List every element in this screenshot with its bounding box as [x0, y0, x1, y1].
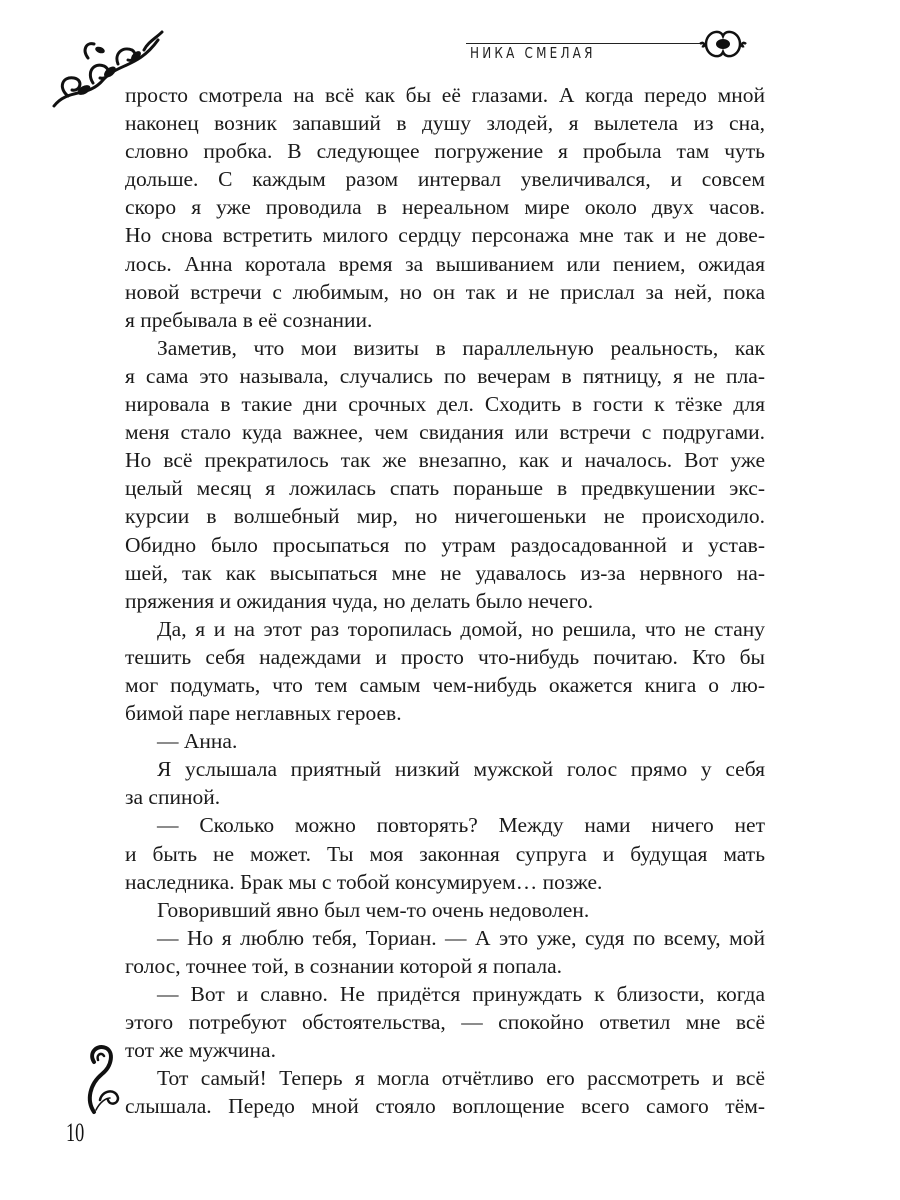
text-line: новой встречи с любимым, но он так и не прислал за ней, пока [125, 279, 765, 304]
text-line: бимой паре неглавных героев. [125, 701, 402, 726]
text-line: меня стало куда важнее, чем свидания или встречи с подругами. [125, 420, 765, 445]
text-line: Но снова встретить милого сердцу персонажа мне так и не дове- [125, 223, 765, 248]
text-line: мог подумать, что тем самым чем-нибудь окажется книга о лю- [125, 672, 765, 697]
text-line: тешить себя надеждами и просто что-нибудь почитаю. Кто бы [125, 644, 765, 669]
text-line: за спиной. [125, 785, 221, 810]
side-swirl-ornament [80, 1042, 122, 1120]
text-line: я пребывала в её сознании. [125, 307, 373, 332]
text-line: и быть не может. Ты моя законная супруга и будущая мать [125, 841, 765, 866]
header-end-ornament [698, 26, 748, 62]
text-line: наследника. Брак мы с тобой консумируем… позже. [125, 869, 603, 894]
text-line: — Но я люблю тебя, Ториан. — А это уже, судя по всему, мой [157, 925, 765, 950]
text-line: пряжения и ожидания чуда, но делать было нечего. [125, 588, 594, 613]
text-line: Обидно было просыпаться по утрам раздосадованной и устав- [125, 532, 765, 557]
text-line: голос, точнее той, в сознании которой я попала. [125, 953, 562, 978]
text-line: дольше. С каждым разом интервал увеличивался, и совсем [125, 167, 765, 192]
text-line: этого потребуют обстоятельства, — спокойно ответил мне всё [125, 1010, 765, 1035]
text-line: я сама это называла, случались по вечерам в пятницу, я не пла- [125, 363, 765, 388]
text-line: Но всё прекратилось так же внезапно, как и началось. Вот уже [125, 448, 765, 473]
text-line: — Вот и славно. Не придётся принуждать к близости, когда [157, 982, 765, 1006]
text-line: Тот самый! Теперь я могла отчётливо его рассмотреть и всё [157, 1066, 765, 1091]
text-line: шей, так как высыпаться мне не удавалось из-за нервного на- [125, 560, 765, 585]
text-line: Заметив, что мои визиты в параллельную реальность, как [157, 335, 765, 360]
text-line: тот же мужчина. [125, 1038, 276, 1063]
text-line: Да, я и на этот раз торопилась домой, но решила, что не стану [157, 616, 765, 641]
text-line: скоро я уже проводила в нереальном мире около двух часов. [125, 195, 765, 220]
page-number: 10 [66, 1118, 85, 1147]
text-line: лось. Анна коротала время за вышиванием или пением, ожидая [125, 251, 765, 276]
body-text [125, 81, 765, 1120]
running-title: НИКА СМЕЛАЯ [470, 44, 596, 62]
text-line: Говоривший явно был чем-то очень недоволен. [157, 897, 590, 922]
text-line: — Анна. [157, 729, 238, 754]
text-line: словно пробка. В следующее погружение я пробыла там чуть [125, 139, 765, 164]
text-line: слышала. Передо мной стояло воплощение всего самого тём- [125, 1094, 765, 1119]
text-line: просто смотрела на всё как бы её глазами. А когда передо мной [125, 83, 765, 107]
text-line: нировала в такие дни срочных дел. Сходить в гости к тёзке для [125, 392, 765, 417]
text-line: наконец возник запавший в душу злодей, я вылетела из сна, [125, 111, 765, 136]
text-line: курсии в волшебный мир, но ничегошеньки не происходило. [125, 504, 765, 529]
text-line: — Сколько можно повторять? Между нами ничего нет [157, 813, 765, 838]
text-line: целый месяц я ложилась спать пораньше в предвкушении экс- [125, 476, 765, 501]
text-line: Я услышала приятный низкий мужской голос прямо у себя [157, 757, 765, 782]
